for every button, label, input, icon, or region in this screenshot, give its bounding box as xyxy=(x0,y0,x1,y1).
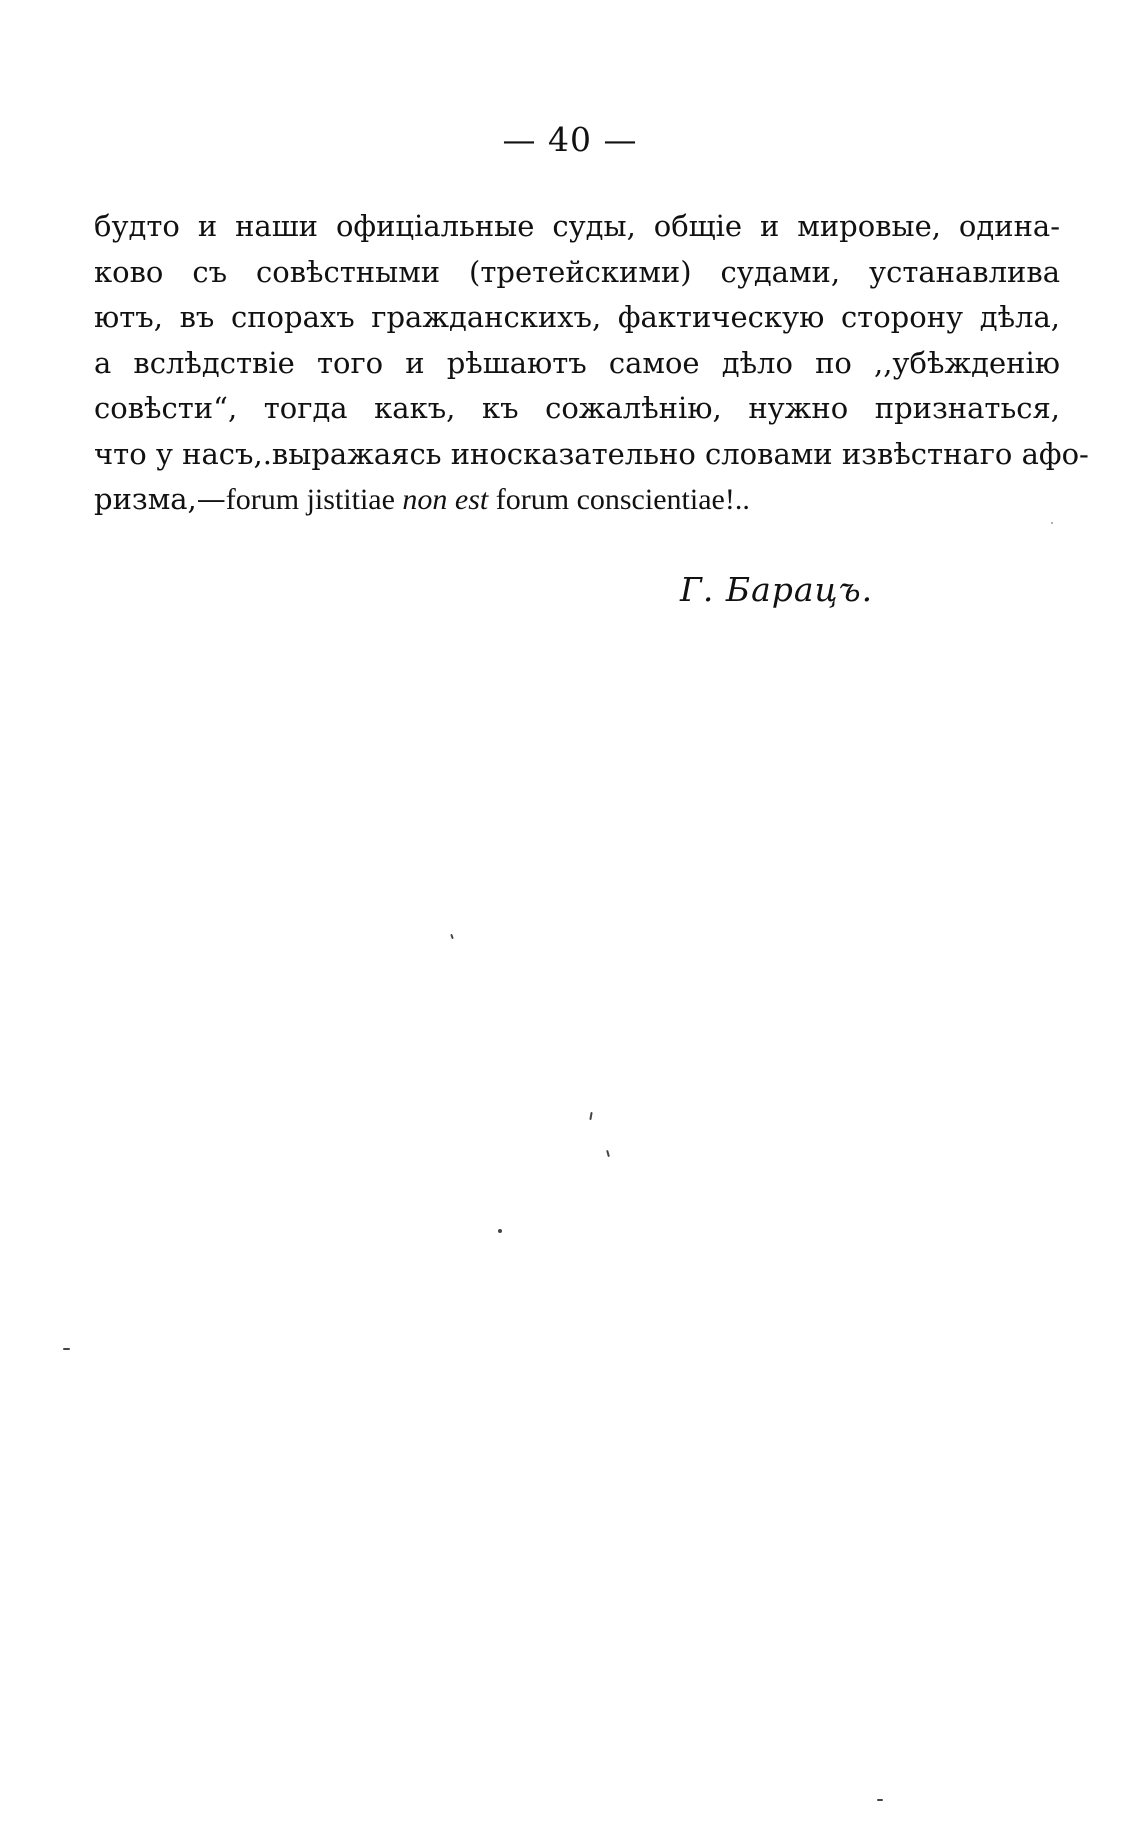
author-signature: Г. Барацъ. xyxy=(680,570,874,609)
latin-quote-part-2: forum conscientiae!.. xyxy=(488,483,750,516)
page-number: — 40 — xyxy=(502,120,638,159)
latin-quote-part-1: forum jistitiae xyxy=(225,483,403,516)
text-line: ково съ совѣстными (третейскими) судами, устанавлива xyxy=(94,254,1060,289)
text-line: а вслѣдствіе того и рѣшаютъ самое дѣло по ,,убѣжденію xyxy=(94,345,1060,380)
text-line-last xyxy=(94,477,1060,523)
text-line-prefix: ризма,— xyxy=(94,482,226,516)
text-line: будто и наши офиціальные суды, общіе и мировые, одина- xyxy=(94,209,1060,243)
scan-speck xyxy=(450,934,454,939)
scan-speck xyxy=(1051,522,1053,524)
text-line: ютъ, въ спорахъ гражданскихъ, фактическую сторону дѣла, xyxy=(94,300,1060,334)
text-line: совѣсти“, тогда какъ, къ сожалѣнію, нужно признаться, xyxy=(94,391,1060,425)
latin-quote-italic: non est xyxy=(402,483,489,516)
scan-speck xyxy=(606,1150,610,1157)
scan-speck xyxy=(589,1112,592,1120)
scan-speck xyxy=(63,1348,70,1350)
body-paragraph xyxy=(94,204,1089,523)
text-line: что у насъ,.выражаясь иносказательно словами извѣстнаго афо- xyxy=(94,436,1089,471)
latin-quote xyxy=(226,483,750,516)
scan-speck xyxy=(498,1229,502,1233)
scan-speck xyxy=(877,1799,883,1801)
